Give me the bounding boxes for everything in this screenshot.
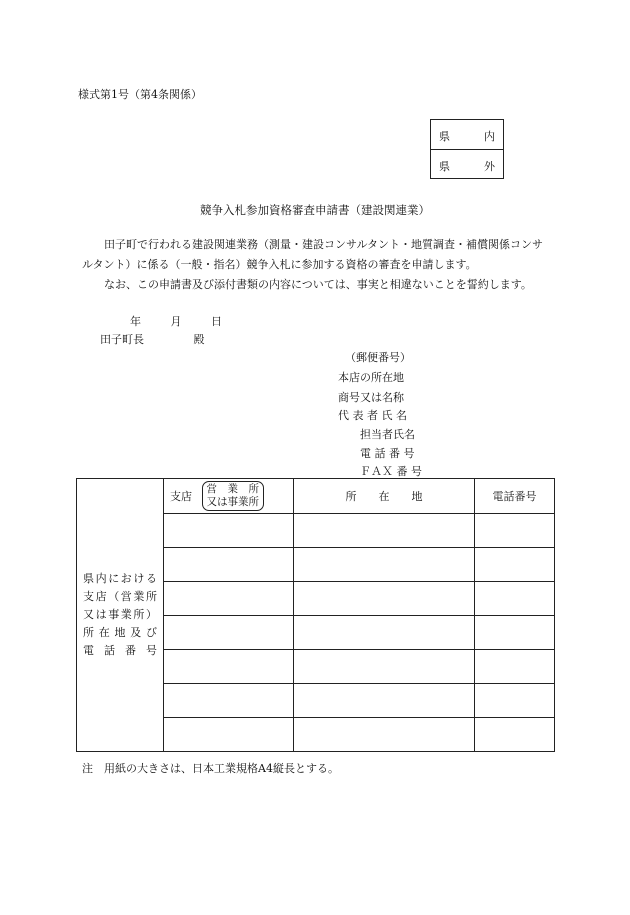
pledge-paragraph: なお、この申請書及び添付書類の内容については、事実と相違ないことを誓約します。: [104, 278, 532, 291]
location-cell[interactable]: [294, 548, 475, 582]
side-line-4: 所在地及び: [83, 626, 157, 639]
side-line-5: 電 話 番 号: [83, 644, 157, 657]
location-column-header: 所 在 地: [294, 479, 475, 514]
region-out-cell[interactable]: [431, 149, 503, 179]
document-title: 競争入札参加資格審査申請書（建設関連業）: [200, 203, 430, 217]
phone-cell[interactable]: [475, 616, 555, 650]
branch-label: 支店: [170, 490, 192, 503]
region-in-char1: 県: [439, 130, 450, 143]
office-line-2: 又は事業所: [206, 496, 259, 508]
region-in-char2: 内: [484, 130, 495, 143]
application-paragraph: 田子町で行われる建設関連業務（測量・建設コンサルタント・地質調査・補償関係コンサルタント）に係る（一般・指名）競争入札に参加する資格の審査を申請します。: [82, 238, 544, 271]
location-cell[interactable]: [294, 616, 475, 650]
form-number: 様式第1号（第4条関係）: [78, 88, 202, 101]
phone-cell[interactable]: [475, 548, 555, 582]
branch-name-cell[interactable]: [164, 718, 294, 752]
location-cell[interactable]: [294, 650, 475, 684]
location-cell[interactable]: [294, 514, 475, 548]
branch-name-cell[interactable]: [164, 582, 294, 616]
region-out-char2: 外: [484, 160, 495, 173]
side-line-2: 支店（営業所: [83, 590, 157, 603]
phone-cell[interactable]: [475, 684, 555, 718]
contact-person-label: 担当者氏名: [360, 428, 415, 441]
branch-office-table: [76, 478, 555, 752]
addressee-name: 田子町長: [100, 333, 144, 346]
branch-name-cell[interactable]: [164, 548, 294, 582]
postal-code-label: （郵便番号）: [345, 351, 411, 364]
phone-cell[interactable]: [475, 718, 555, 752]
date-year: 年: [130, 315, 141, 328]
company-name-label: 商号又は名称: [338, 391, 404, 404]
side-line-1: 県内における: [83, 572, 157, 585]
addressee: [100, 331, 205, 347]
location-cell[interactable]: [294, 582, 475, 616]
head-office-address-label: 本店の所在地: [338, 371, 404, 384]
side-line-3: 又は事業所）: [83, 608, 157, 621]
date-day: 日: [211, 315, 222, 328]
branch-name-cell[interactable]: [164, 650, 294, 684]
office-bracket: [202, 481, 265, 511]
region-box: [430, 119, 504, 179]
phone-number-label: 電 話 番 号: [360, 447, 415, 460]
addressee-honorific: 殿: [193, 333, 205, 346]
region-in-cell[interactable]: [431, 120, 503, 149]
phone-column-header: 電話番号: [475, 479, 555, 514]
location-cell[interactable]: [294, 684, 475, 718]
date-month: 月: [170, 315, 182, 328]
branch-name-cell[interactable]: [164, 616, 294, 650]
phone-cell[interactable]: [475, 650, 555, 684]
branch-column-header: [164, 479, 294, 514]
date-line[interactable]: [130, 313, 222, 329]
phone-cell[interactable]: [475, 514, 555, 548]
branch-name-cell[interactable]: [164, 514, 294, 548]
branch-name-cell[interactable]: [164, 684, 294, 718]
fax-number-label: ＦＡＸ 番 号: [360, 465, 422, 478]
region-out-char1: 県: [439, 160, 450, 173]
office-line-1: 営 業 所: [206, 483, 259, 495]
paper-size-note: 注 用紙の大きさは、日本工業規格A4縦長とする。: [82, 762, 339, 775]
representative-name-label: 代 表 者 氏 名: [338, 409, 407, 422]
branch-section-header: [77, 479, 164, 752]
location-cell[interactable]: [294, 718, 475, 752]
phone-cell[interactable]: [475, 582, 555, 616]
